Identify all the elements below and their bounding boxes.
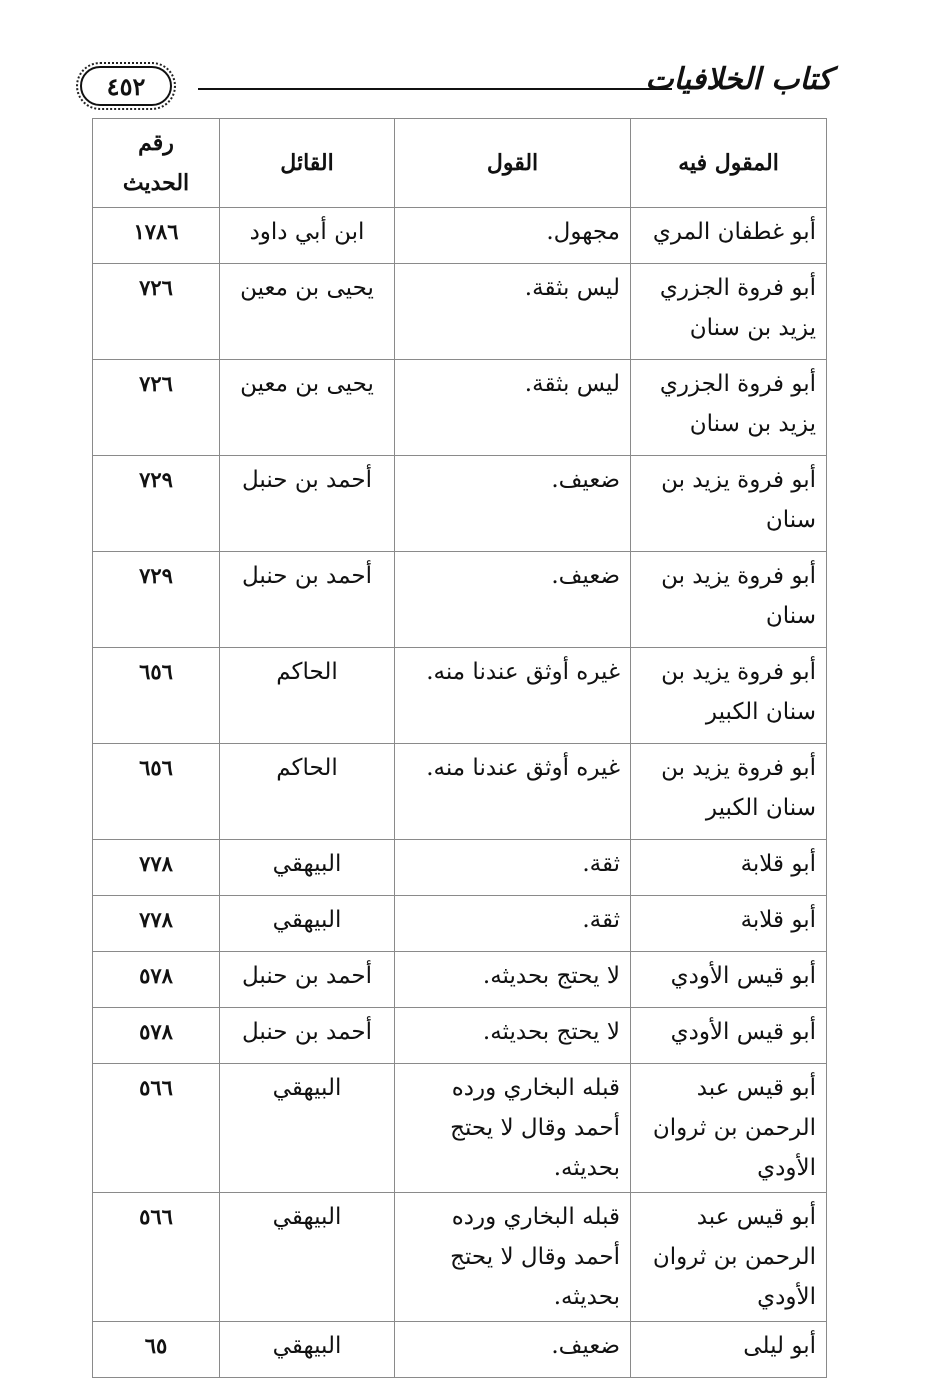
cell-saying: ضعيف. (395, 456, 631, 552)
cell-saying: ضعيف. (395, 1322, 631, 1378)
cell-saying: قبله البخاري ورده أحمد وقال لا يحتج بحديثه. (395, 1064, 631, 1193)
cell-hadith: ٧٢٦ (93, 264, 220, 360)
table-row (93, 264, 827, 360)
cell-hadith: ٥٧٨ (93, 952, 220, 1008)
cell-hadith: ١٧٨٦ (93, 208, 220, 264)
cell-saying: لا يحتج بحديثه. (395, 952, 631, 1008)
table-row (93, 1008, 827, 1064)
cell-speaker: أحمد بن حنبل (220, 1008, 395, 1064)
table-row (93, 456, 827, 552)
cell-person: أبو فروة الجزري يزيد بن سنان (631, 264, 827, 360)
cell-saying: غيره أوثق عندنا منه. (395, 648, 631, 744)
cell-speaker: البيهقي (220, 896, 395, 952)
table-row (93, 648, 827, 744)
cell-hadith: ٦٥٦ (93, 648, 220, 744)
cell-person: أبو قيس الأودي (631, 952, 827, 1008)
cell-speaker: يحيى بن معين (220, 264, 395, 360)
column-header-saying: القول (395, 119, 631, 208)
cell-person: أبو قيس عبد الرحمن بن ثروان الأودي (631, 1064, 827, 1193)
cell-saying: ثقة. (395, 840, 631, 896)
cell-speaker: البيهقي (220, 840, 395, 896)
cell-saying: ليس بثقة. (395, 360, 631, 456)
column-header-speaker: القائل (220, 119, 395, 208)
column-header-person: المقول فيه (631, 119, 827, 208)
narrator-index-table (92, 118, 827, 1378)
cell-person: أبو فروة يزيد بن سنان (631, 456, 827, 552)
cell-speaker: البيهقي (220, 1322, 395, 1378)
cell-saying: غيره أوثق عندنا منه. (395, 744, 631, 840)
cell-hadith: ٧٢٩ (93, 552, 220, 648)
table-header-row (93, 119, 827, 208)
cell-saying: قبله البخاري ورده أحمد وقال لا يحتج بحديثه. (395, 1193, 631, 1322)
page-number-badge (80, 66, 172, 106)
cell-person: أبو فروة يزيد بن سنان (631, 552, 827, 648)
cell-speaker: الحاكم (220, 648, 395, 744)
cell-hadith: ٧٧٨ (93, 896, 220, 952)
table-row (93, 1322, 827, 1378)
cell-saying: ثقة. (395, 896, 631, 952)
cell-speaker: البيهقي (220, 1064, 395, 1193)
table-row (93, 744, 827, 840)
page-header (80, 62, 832, 118)
cell-speaker: ابن أبي داود (220, 208, 395, 264)
column-header-hadith: رقم الحديث (93, 119, 220, 208)
table-row (93, 360, 827, 456)
cell-speaker: أحمد بن حنبل (220, 456, 395, 552)
cell-person: أبو قلابة (631, 840, 827, 896)
cell-speaker: أحمد بن حنبل (220, 952, 395, 1008)
table-body (93, 208, 827, 1378)
cell-speaker: البيهقي (220, 1193, 395, 1322)
table-row (93, 208, 827, 264)
cell-person: أبو غطفان المري (631, 208, 827, 264)
cell-person: أبو فروة يزيد بن سنان الكبير (631, 648, 827, 744)
cell-saying: لا يحتج بحديثه. (395, 1008, 631, 1064)
cell-person: أبو قيس الأودي (631, 1008, 827, 1064)
cell-person: أبو فروة يزيد بن سنان الكبير (631, 744, 827, 840)
cell-person: أبو قيس عبد الرحمن بن ثروان الأودي (631, 1193, 827, 1322)
cell-speaker: الحاكم (220, 744, 395, 840)
table-row (93, 840, 827, 896)
cell-speaker: أحمد بن حنبل (220, 552, 395, 648)
cell-hadith: ٧٢٩ (93, 456, 220, 552)
page-number: ٤٥٢ (106, 71, 146, 101)
table-row (93, 552, 827, 648)
cell-hadith: ٥٦٦ (93, 1193, 220, 1322)
table-row (93, 1193, 827, 1322)
table-row (93, 1064, 827, 1193)
cell-hadith: ٦٥٦ (93, 744, 220, 840)
table-row (93, 952, 827, 1008)
cell-person: أبو ليلى (631, 1322, 827, 1378)
cell-hadith: ٧٢٦ (93, 360, 220, 456)
header-rule (198, 88, 672, 90)
cell-saying: ليس بثقة. (395, 264, 631, 360)
cell-person: أبو فروة الجزري يزيد بن سنان (631, 360, 827, 456)
table-row (93, 896, 827, 952)
cell-speaker: يحيى بن معين (220, 360, 395, 456)
cell-saying: ضعيف. (395, 552, 631, 648)
cell-hadith: ٥٦٦ (93, 1064, 220, 1193)
cell-saying: مجهول. (395, 208, 631, 264)
cell-person: أبو قلابة (631, 896, 827, 952)
cell-hadith: ٦٥ (93, 1322, 220, 1378)
cell-hadith: ٧٧٨ (93, 840, 220, 896)
book-title: كتاب الخلافيات (645, 62, 832, 97)
cell-hadith: ٥٧٨ (93, 1008, 220, 1064)
